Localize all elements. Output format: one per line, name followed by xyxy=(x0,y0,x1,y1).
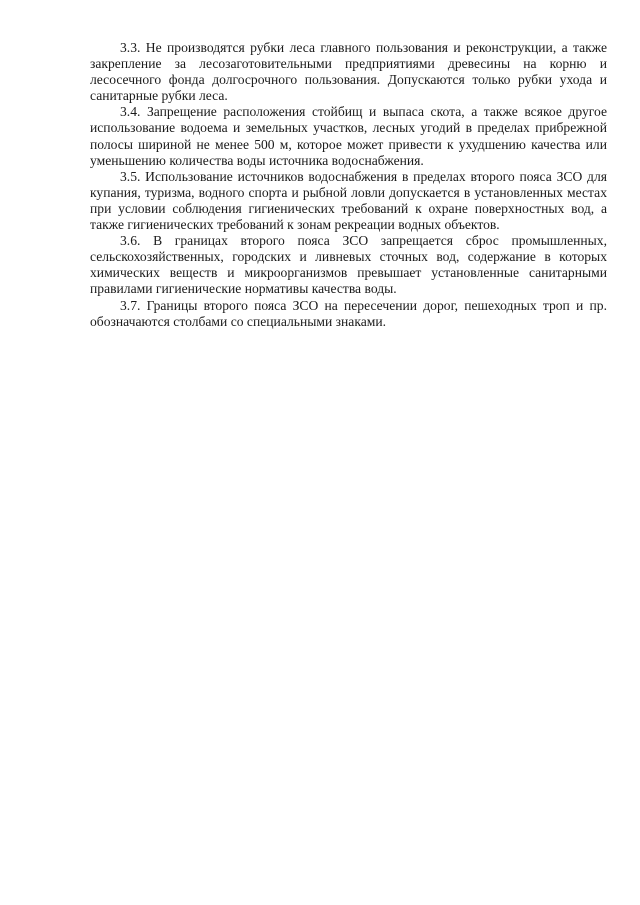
paragraph-3-5: 3.5. Использование источников водоснабжения в пределах второго пояса ЗСО для купания, туризма, водного спорта и рыбной ловли допускается в установленных местах при условии соблюдения гигиенических требований к охране поверхностных вод, а также гигиенических требований к зонам рекреации водных объектов. xyxy=(90,168,607,233)
paragraph-3-3: 3.3. Не производятся рубки леса главного пользования и реконструкции, а также закрепление за лесозаготовительными предприятиями древесины на корню и лесосечного фонда долгосрочного пользования. Допускаются только рубки ухода и санитарные рубки леса. xyxy=(90,40,607,104)
paragraph-3-6: 3.6. В границах второго пояса ЗСО запрещается сброс промышленных, сельскохозяйственных, городских и ливневых сточных вод, содержание в которых химических веществ и микроорганизмов превышает установленные санитарными правилами гигиенические нормативы качества воды. xyxy=(90,233,607,297)
paragraph-3-4: 3.4. Запрещение расположения стойбищ и выпаса скота, а также всякое другое использование водоема и земельных участков, лесных угодий в пределах прибрежной полосы шириной не менее 500 м, которое может привести к ухудшению качества или уменьшению количества воды источника водоснабжения. xyxy=(90,104,607,168)
paragraph-3-7: 3.7. Границы второго пояса ЗСО на пересечении дорог, пешеходных троп и пр. обозначаются столбами со специальными знаками. xyxy=(90,297,607,329)
document-body xyxy=(90,40,607,330)
